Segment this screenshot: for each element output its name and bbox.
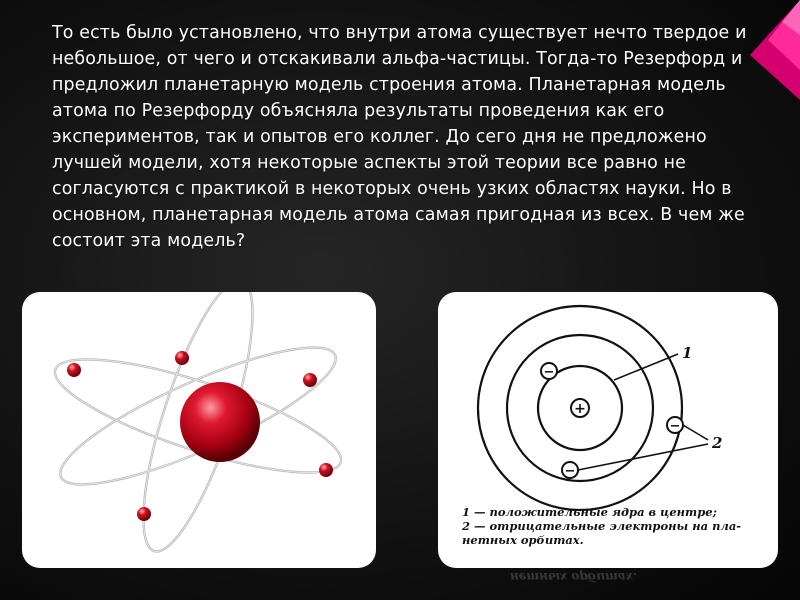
- diagram-caption-line-3: нетных орбитах.: [462, 533, 584, 547]
- svg-text:+: +: [574, 401, 586, 417]
- rutherford-diagram-image: [438, 292, 778, 568]
- electron: [303, 373, 317, 387]
- electron: [67, 363, 81, 377]
- nucleus-symbol: [571, 399, 589, 417]
- panel-reflection: [438, 570, 778, 600]
- electron-symbol: [562, 462, 578, 479]
- svg-text:−: −: [543, 365, 555, 380]
- electron: [175, 351, 189, 365]
- diagram-label-1: 1: [682, 344, 693, 362]
- diagram-caption-line-2: 2 — отрицательные электроны на пла-: [462, 519, 742, 533]
- svg-text:−: −: [669, 419, 681, 434]
- electron-symbol: [667, 417, 683, 434]
- diagram-label-2: 2: [712, 434, 723, 452]
- electron: [137, 507, 151, 521]
- slide-body-text: То есть было установлено, что внутри атома существует нечто твердое и небольшое, от чего и отскакивали альфа-частицы. Тогда-то Резерфорд и предложил планетарную модель строения атома. Планетарная модель атома по Резерфорду объясняла результаты проведения как его экспериментов, так и опытов его коллег. До сего дня не предложено лучшей модели, хотя некоторые аспекты этой теории все равно не согласуются с практикой в некоторых очень узких областях науки. Но в основном, планетарная модель атома самая пригодная из всех. В чем же состоит эта модель?: [52, 23, 747, 251]
- nucleus: [180, 382, 260, 462]
- diagram-caption-line-1: 1 — положительные ядра в центре;: [462, 505, 717, 519]
- svg-text:−: −: [564, 464, 576, 479]
- reflection-text: нетных орбитах.: [510, 570, 637, 584]
- atom-model-image: [22, 292, 376, 568]
- electron-symbol: [541, 363, 557, 380]
- electron: [319, 463, 333, 477]
